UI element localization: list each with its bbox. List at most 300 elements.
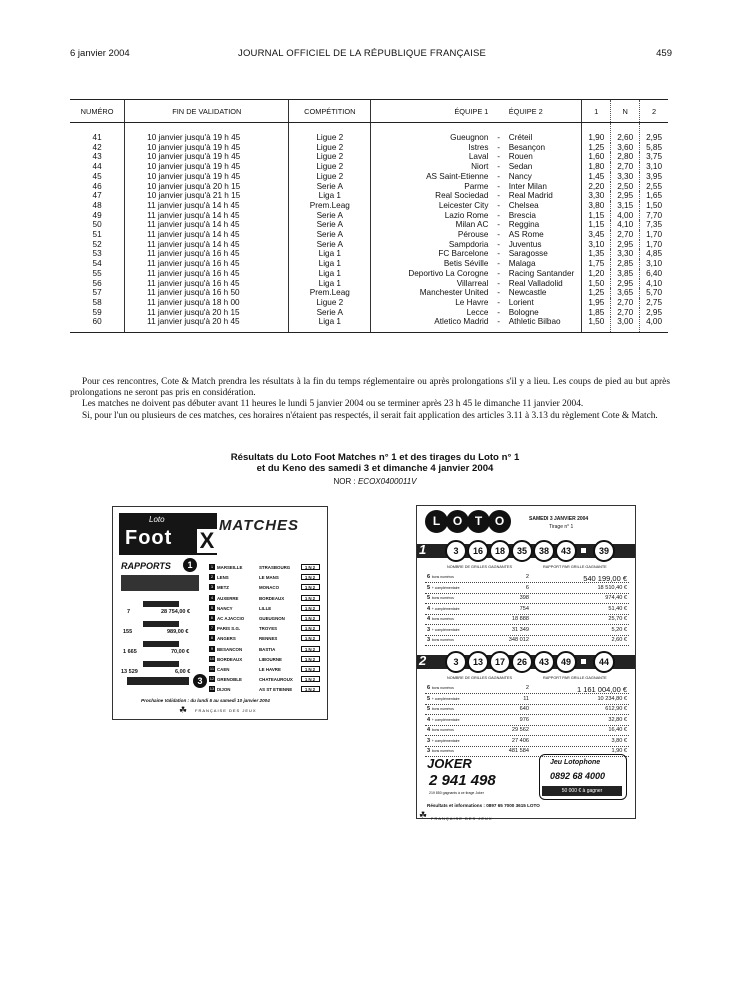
- cell-fin-validation: 11 janvier jusqu'à 16 h 45: [125, 249, 289, 259]
- table-row: [70, 288, 668, 298]
- rank-winners: 348 012: [508, 637, 529, 643]
- cell-equipe1: Pérouse: [371, 230, 493, 240]
- rank-number: 5: [427, 706, 431, 712]
- table-row: [70, 123, 668, 143]
- rank-label: [427, 706, 454, 712]
- lotophone-strip: 50 000 € à gagner: [542, 786, 622, 796]
- cell-equipe1: Gueugnon: [371, 123, 493, 143]
- lotofoot-amount: 6,00 €: [175, 669, 191, 675]
- cell-competition: Serie A: [289, 220, 371, 230]
- cell-numero: 41: [92, 133, 102, 142]
- match-home-team: ANGERS: [217, 636, 236, 642]
- lotofoot-amount: 70,00 €: [171, 649, 190, 655]
- loto-ball: 43: [533, 651, 555, 673]
- cell-fin-validation: 11 janvier jusqu'à 14 h 45: [125, 211, 289, 221]
- cell-equipe2: Nancy: [508, 171, 532, 181]
- cell-equipe1: Laval: [371, 152, 493, 162]
- cell-dash: -: [497, 152, 500, 162]
- cell-equipe1: Deportivo La Corogne: [371, 269, 493, 279]
- cell-odds-1: 1,75: [582, 259, 611, 269]
- cell-odds-1: 2,20: [582, 182, 611, 192]
- cell-dash: -: [497, 210, 500, 220]
- lotophone-title: Jeu Lotophone: [550, 759, 601, 766]
- nor-code: ECOX0400011V: [357, 477, 417, 486]
- header-journal-title: JOURNAL OFFICIEL DE LA RÉPUBLIQUE FRANÇAISE: [238, 48, 487, 59]
- cell-odds-1: 1,45: [582, 172, 611, 182]
- match-result-grid: 1N2: [301, 564, 320, 570]
- table-row: [70, 152, 668, 162]
- loto-draw-1: [417, 540, 635, 562]
- loto-logo-letter: O: [488, 510, 511, 533]
- rank-amount: 25,70 €: [608, 616, 627, 622]
- rank-label: [427, 717, 460, 723]
- rank-amount: 51,40 €: [608, 605, 627, 612]
- cell-equipe2: Rouen: [508, 152, 533, 162]
- loto-rank-row: [425, 595, 629, 604]
- cell-odds-n: 2,70: [611, 230, 640, 240]
- cell-odds-1: 1,25: [582, 288, 611, 298]
- table-header-row: [70, 100, 668, 123]
- loto-rank-row: [425, 585, 629, 594]
- cell-numero: 55: [92, 268, 102, 278]
- match-number: 4: [210, 594, 214, 600]
- cell-competition: Liga 1: [289, 249, 371, 259]
- loto-ball: 26: [511, 651, 533, 673]
- match-number: 8: [210, 635, 214, 641]
- lotofoot-rank-bar: [143, 621, 179, 627]
- rank-number: 4: [427, 605, 431, 612]
- cell-odds-1: 1,35: [582, 249, 611, 259]
- rank-amount: 1,90 €: [611, 748, 627, 754]
- cell-odds-2: 3,75: [640, 152, 668, 162]
- rank-winners: 11: [523, 695, 529, 702]
- loto-rank-row: [425, 696, 629, 705]
- cell-dash: -: [497, 162, 500, 172]
- cell-dash: -: [497, 191, 500, 201]
- loto-rank-row: [425, 574, 629, 583]
- cell-numero: 43: [92, 152, 102, 162]
- loto-rank-row: [425, 685, 629, 694]
- cell-dash: -: [497, 230, 500, 240]
- match-result-grid: 1N2: [301, 666, 320, 672]
- loto-ball: 38: [533, 540, 555, 562]
- cell-equipe1: AS Saint-Etienne: [371, 172, 493, 182]
- rank-winners: 6: [525, 584, 529, 591]
- lotofoot-logo-big: Foot: [125, 527, 173, 549]
- loto-ball: 17: [489, 651, 511, 673]
- cell-dash: -: [497, 142, 500, 152]
- cell-fin-validation: 10 janvier jusqu'à 20 h 15: [125, 182, 289, 192]
- loto-results-panel: [416, 505, 636, 819]
- rank-label: [427, 637, 454, 643]
- rank-sub: + complémentaire: [431, 606, 460, 611]
- loto-rank-row: [425, 706, 629, 715]
- cell-odds-n: 2,95: [611, 191, 640, 201]
- match-number: 13: [209, 686, 215, 692]
- cell-odds-1: 3,80: [582, 201, 611, 211]
- note-paragraph: Les matches ne doivent pas débuter avant 11 heures le lundi 5 janvier 2004 ou se terminer après 23 h 45 le dimanche 11 janvier 2004.: [82, 399, 584, 410]
- rank-label: [427, 585, 460, 591]
- loto-ball: 16: [467, 540, 489, 562]
- cell-numero: 48: [92, 200, 102, 210]
- match-away-team: TROYES: [259, 626, 278, 632]
- cell-equipe2: Créteil: [508, 133, 533, 142]
- rank-number: 3: [427, 626, 431, 633]
- table-row: [70, 298, 668, 308]
- match-result-grid: 1N2: [301, 595, 320, 601]
- loto-bonus-ball: 44: [593, 651, 615, 673]
- match-away-team: LIBOURNE: [259, 656, 282, 662]
- cell-odds-n: 3,15: [611, 201, 640, 211]
- match-away-team: CHATEAUROUX: [259, 677, 293, 683]
- cell-odds-n: 3,85: [611, 269, 640, 279]
- table-row: [70, 308, 668, 318]
- rank-number: 4: [427, 616, 431, 622]
- cell-odds-1: 1,60: [582, 152, 611, 162]
- cell-odds-1: 1,80: [582, 162, 611, 172]
- match-result-grid: 1N2: [301, 656, 320, 662]
- cell-odds-2: 6,40: [640, 269, 668, 279]
- nor-label: NOR :: [333, 477, 356, 486]
- match-number: 1: [210, 564, 214, 569]
- rank-sub: + complémentaire: [431, 627, 460, 632]
- cell-odds-1: 1,15: [582, 220, 611, 230]
- page-header: [70, 46, 670, 64]
- match-home-team: DIJON: [217, 687, 231, 693]
- draw-label: 1: [419, 542, 427, 557]
- match-away-team: LILLE: [259, 605, 272, 611]
- cell-equipe2: Inter Milan: [508, 181, 547, 191]
- loto-bonus-ball: 39: [593, 540, 615, 562]
- col-header-equipe2: ÉQUIPE 2: [505, 100, 582, 123]
- cell-odds-2: 5,85: [640, 143, 668, 153]
- col-header-odds-2: 2: [640, 100, 668, 123]
- cell-competition: Prem.Leag: [289, 288, 371, 298]
- cell-odds-n: 3,30: [611, 249, 640, 259]
- cell-fin-validation: 10 janvier jusqu'à 19 h 45: [125, 172, 289, 182]
- lotofoot-winners: 155: [123, 629, 133, 635]
- match-away-team: BORDEAUX: [259, 595, 285, 601]
- cell-odds-1: 1,95: [582, 298, 611, 308]
- cell-equipe1: Atletico Madrid: [371, 317, 493, 332]
- cell-odds-2: 3,95: [640, 172, 668, 182]
- loto-logo-letter: O: [446, 510, 469, 533]
- rank-winners: 976: [519, 716, 529, 723]
- match-away-team: LE HAVRE: [259, 667, 281, 672]
- lotofoot-rank-header-bar: [121, 575, 199, 591]
- loto-logo: [425, 510, 509, 533]
- cell-competition: Liga 1: [289, 279, 371, 289]
- rank-label: [427, 685, 454, 691]
- loto-logo-letter: T: [467, 510, 490, 533]
- cell-fin-validation: 11 janvier jusqu'à 16 h 45: [125, 279, 289, 289]
- rank-sub: + complémentaire: [431, 717, 460, 722]
- cell-competition: Liga 1: [289, 191, 371, 201]
- lotofoot-amount: 989,00 €: [167, 629, 189, 635]
- loto-draw-2: [417, 651, 635, 673]
- cell-competition: Serie A: [289, 211, 371, 221]
- match-result-grid: 1N2: [301, 625, 320, 631]
- cell-dash: -: [497, 259, 500, 269]
- note-paragraph: Pour ces rencontres, Cote & Match prendra les résultats à la fin du temps réglementaire ou après prolongations s'il y a lieu. Les coups de pied au but après prolongations ne seront pas pris en considération.: [70, 377, 670, 399]
- match-away-team: LE MANS: [259, 575, 279, 581]
- rank-amount: 16,40 €: [608, 727, 627, 733]
- cell-odds-1: 3,30: [582, 191, 611, 201]
- table-row: [70, 249, 668, 259]
- cell-competition: Ligue 2: [289, 162, 371, 172]
- cell-numero: 51: [92, 230, 102, 240]
- cell-equipe2: Newcastle: [508, 288, 547, 298]
- match-result-grid: 1N2: [301, 574, 320, 580]
- cell-fin-validation: 11 janvier jusqu'à 20 h 45: [125, 317, 289, 332]
- cell-odds-2: 4,10: [640, 279, 668, 289]
- table-row: [70, 201, 668, 211]
- col-head-winners: NOMBRE DE GRILLES GAGNANTES: [447, 676, 512, 680]
- cell-equipe2: Besançon: [508, 142, 546, 152]
- cell-odds-n: 2,85: [611, 259, 640, 269]
- matches-table: [70, 99, 668, 333]
- cell-numero: 57: [92, 288, 102, 298]
- cell-odds-1: 3,45: [582, 230, 611, 240]
- table-row: [70, 172, 668, 182]
- cell-equipe2: Bologne: [508, 307, 539, 317]
- cell-dash: -: [497, 239, 500, 249]
- table-row: [70, 279, 668, 289]
- rank-number: 5: [427, 695, 431, 702]
- rank-number: 5: [427, 584, 431, 591]
- match-away-team: MONACO: [259, 585, 280, 591]
- cell-equipe1: Milan AC: [371, 220, 493, 230]
- cell-equipe1: Niort: [371, 162, 493, 172]
- rank-amount: 974,40 €: [605, 595, 627, 601]
- rank-number: 6: [427, 574, 431, 580]
- cell-dash: -: [497, 133, 500, 142]
- table-row: [70, 182, 668, 192]
- cell-odds-n: 2,70: [611, 298, 640, 308]
- cell-odds-n: 2,50: [611, 182, 640, 192]
- cell-equipe2: Reggina: [508, 220, 540, 230]
- cell-odds-n: 2,60: [611, 123, 640, 143]
- lotofoot-logo-x: X: [197, 529, 217, 553]
- col-head-winners: NOMBRE DE GRILLES GAGNANTES: [447, 565, 512, 569]
- cell-equipe2: Brescia: [508, 210, 536, 220]
- match-home-team: BORDEAUX: [217, 656, 243, 662]
- match-result-grid: 1N2: [301, 676, 320, 682]
- lotofoot-results-panel: [112, 506, 328, 720]
- cell-numero: 44: [92, 162, 102, 172]
- loto-info-line: Résultats et informations : 0897 65 7000 3615 LOTO: [427, 803, 540, 808]
- table-row: [70, 162, 668, 172]
- rank-sub: + complémentaire: [431, 696, 460, 701]
- match-away-team: GUEUGNON: [259, 616, 285, 621]
- match-result-grid: 1N2: [301, 635, 320, 641]
- rank-number: 6: [427, 685, 431, 691]
- cell-dash: -: [497, 268, 500, 278]
- cell-dash: -: [497, 278, 500, 288]
- table-row: [70, 269, 668, 279]
- cell-fin-validation: 11 janvier jusqu'à 14 h 45: [125, 230, 289, 240]
- rank-label: [427, 606, 460, 612]
- cell-competition: Ligue 2: [289, 298, 371, 308]
- cell-numero: 54: [92, 259, 102, 269]
- joker-logo: JOKER: [427, 756, 472, 771]
- match-number: 12: [209, 676, 215, 682]
- rank-sub: + complémentaire: [431, 738, 460, 743]
- cell-equipe2: AS Rome: [508, 230, 544, 240]
- lotofoot-rank-bar: [143, 641, 179, 647]
- cell-odds-1: 3,10: [582, 240, 611, 250]
- cell-odds-1: 1,50: [582, 279, 611, 289]
- cell-competition: Liga 1: [289, 269, 371, 279]
- joker-winners: 219 850 gagnants à ce tirage Joker: [429, 791, 484, 795]
- rank-label: [427, 696, 460, 702]
- match-home-team: AUXERRE: [217, 595, 239, 601]
- cell-dash: -: [497, 181, 500, 191]
- rank-label: [427, 595, 454, 601]
- loto-fdj: FRANÇAISE DES JEUX: [431, 816, 493, 821]
- cell-numero: 53: [92, 249, 102, 259]
- header-date: 6 janvier 2004: [70, 48, 130, 59]
- lotofoot-matches-title: MATCHES: [219, 517, 300, 534]
- loto-ball: 13: [467, 651, 489, 673]
- cell-competition: Liga 1: [289, 259, 371, 269]
- cell-equipe1: Manchester United: [371, 288, 493, 298]
- loto-ball: 35: [511, 540, 533, 562]
- rank-label: [427, 748, 454, 754]
- match-away-team: STRASBOURG: [259, 565, 291, 570]
- cell-equipe1: FC Barcelone: [371, 249, 493, 259]
- cell-odds-n: 3,65: [611, 288, 640, 298]
- cell-numero: 60: [70, 317, 125, 332]
- cell-fin-validation: 10 janvier jusqu'à 19 h 45: [125, 152, 289, 162]
- match-home-team: AC AJACCIO: [217, 616, 245, 621]
- rank-winners: 2: [525, 574, 529, 580]
- cell-dash: -: [497, 220, 500, 230]
- lotofoot-logo: [119, 513, 217, 555]
- table-row: [70, 191, 668, 201]
- match-number: 5: [210, 604, 214, 610]
- lotofoot-fdj: FRANÇAISE DES JEUX: [195, 708, 257, 713]
- loto-ball: 18: [489, 540, 511, 562]
- clover-icon: ☘: [179, 705, 188, 715]
- loto-draw-date: SAMEDI 3 JANVIER 2004: [529, 516, 589, 522]
- cell-equipe2: Saragosse: [508, 249, 548, 259]
- note-paragraph: Si, pour l'un ou plusieurs de ces matches, ces horaires n'étaient pas respectés, il serait fait application des articles 3.11 à 3.13 du règlement Cote & Match.: [82, 410, 658, 421]
- cell-odds-1: 1,15: [582, 211, 611, 221]
- rank-amount: 10 234,80 €: [597, 695, 627, 702]
- rank-number: 3: [427, 637, 431, 643]
- match-number: 10: [209, 655, 215, 661]
- cell-equipe2: Juventus: [508, 239, 542, 249]
- table-row: [70, 317, 668, 332]
- cell-equipe1: Sampdoria: [371, 240, 493, 250]
- match-home-team: MARSEILLE: [217, 565, 243, 570]
- match-number: 2: [210, 574, 214, 580]
- lotofoot-next-validation: Prochaine Validation : du lundi 5 au samedi 10 janvier 2004: [141, 698, 270, 703]
- rank-winners: 640: [519, 706, 529, 712]
- cell-numero: 58: [92, 297, 102, 307]
- cell-numero: 46: [92, 181, 102, 191]
- lotofoot-bonus-bar: [127, 677, 189, 685]
- loto-ball: 3: [445, 651, 467, 673]
- table-row: [70, 240, 668, 250]
- rank-amount: 540 199,00 €: [583, 574, 627, 583]
- cell-odds-1: 1,50: [582, 317, 611, 332]
- cell-odds-n: 4,10: [611, 220, 640, 230]
- cell-fin-validation: 10 janvier jusqu'à 19 h 45: [125, 123, 289, 143]
- cell-odds-2: 7,70: [640, 211, 668, 221]
- rank-amount: 2,60 €: [611, 637, 627, 643]
- cell-odds-2: 4,00: [640, 317, 668, 332]
- rank-number: 5: [427, 595, 431, 601]
- lotofoot-rank-bar: [143, 661, 179, 667]
- cell-numero: 56: [92, 278, 102, 288]
- match-result-grid: 1N2: [301, 584, 320, 590]
- rank-sub: bons numéros: [431, 728, 454, 732]
- results-title: [180, 452, 570, 474]
- header-page-number: 459: [656, 48, 672, 59]
- loto-logo-letter: L: [425, 510, 448, 533]
- table-row: [70, 143, 668, 153]
- lotofoot-logo-small: Loto: [149, 515, 165, 524]
- rank-label: [427, 616, 454, 622]
- match-number: 3: [210, 584, 214, 590]
- match-home-team: PARIS S.G.: [217, 626, 241, 632]
- match-away-team: BASTIA: [259, 646, 276, 652]
- lotophone-number: 0892 68 4000: [550, 771, 606, 781]
- cell-equipe2: Sedan: [508, 162, 533, 172]
- rank-winners: 754: [519, 605, 529, 612]
- cell-competition: Serie A: [289, 308, 371, 318]
- cell-odds-2: 5,70: [640, 288, 668, 298]
- draw-label: 2: [419, 653, 427, 668]
- col-header-odds-n: N: [611, 100, 640, 123]
- match-away-team: AS ST ETIENNE: [259, 687, 293, 693]
- rank-sub: bons numéros: [431, 686, 454, 690]
- lotofoot-winners: 1 665: [123, 649, 137, 655]
- results-title-line2: et du Keno des samedi 3 et dimanche 4 janvier 2004: [256, 463, 494, 474]
- col-header-fin-validation: FIN DE VALIDATION: [125, 100, 289, 123]
- match-home-team: LENS: [217, 575, 229, 581]
- cell-odds-1: 1,90: [582, 123, 611, 143]
- cell-competition: Prem.Leag: [289, 201, 371, 211]
- cell-equipe2: Real Madrid: [508, 191, 553, 201]
- cell-fin-validation: 11 janvier jusqu'à 14 h 45: [125, 240, 289, 250]
- rank-winners: 29 562: [511, 727, 529, 733]
- cell-numero: 59: [92, 307, 102, 317]
- rank-label: [427, 727, 454, 733]
- match-home-team: METZ: [217, 585, 229, 591]
- rank-number: 4: [427, 727, 431, 733]
- cell-equipe2: Chelsea: [508, 200, 539, 210]
- cell-numero: 50: [92, 220, 102, 230]
- cell-odds-1: 1,25: [582, 143, 611, 153]
- cell-dash: -: [497, 288, 500, 298]
- cell-odds-n: 4,00: [611, 211, 640, 221]
- cell-equipe1: Istres: [371, 143, 493, 153]
- cell-odds-2: 2,95: [640, 123, 668, 143]
- cell-fin-validation: 11 janvier jusqu'à 14 h 45: [125, 220, 289, 230]
- rank-label: [427, 574, 454, 580]
- cell-odds-n: 3,30: [611, 172, 640, 182]
- rank-winners: 18 888: [511, 616, 529, 622]
- cell-equipe1: Real Sociedad: [371, 191, 493, 201]
- rules-notes: [70, 377, 670, 422]
- cell-fin-validation: 11 janvier jusqu'à 16 h 50: [125, 288, 289, 298]
- cell-fin-validation: 10 janvier jusqu'à 19 h 45: [125, 143, 289, 153]
- match-away-team: RENNES: [259, 636, 278, 642]
- clover-icon: ☘: [419, 810, 428, 820]
